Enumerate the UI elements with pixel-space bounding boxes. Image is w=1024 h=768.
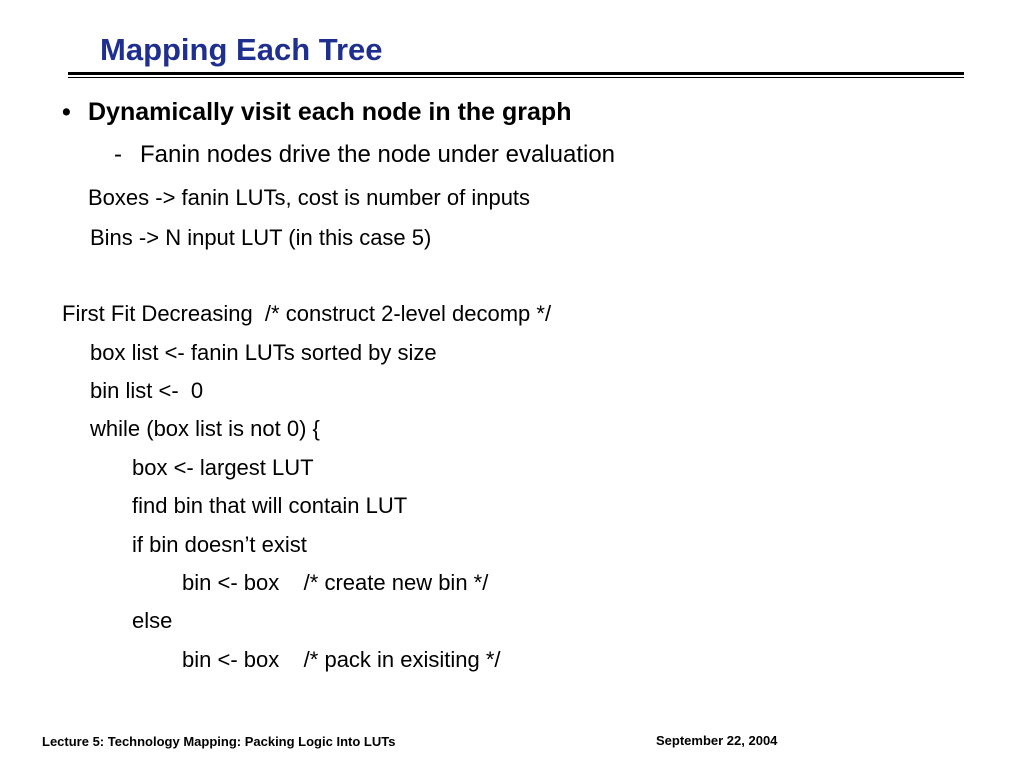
bullet-marker: • [62,98,71,126]
title-underline [68,72,964,78]
slide-title: Mapping Each Tree [100,32,383,67]
code-line: bin <- box /* pack in exisiting */ [182,647,501,672]
main-bullet-text: Dynamically visit each node in the graph [88,98,572,126]
code-line: else [132,608,173,633]
code-line: find bin that will contain LUT [132,493,408,518]
body-line: Boxes -> fanin LUTs, cost is number of inputs [88,185,531,210]
footer-lecture-title: Lecture 5: Technology Mapping: Packing Logic Into LUTs [42,734,396,749]
sub-bullet-text: Fanin nodes drive the node under evaluation [140,141,616,168]
code-line: box <- largest LUT [132,455,314,480]
body-line: Bins -> N input LUT (in this case 5) [90,225,432,250]
footer-date: September 22, 2004 [656,733,778,748]
algorithm-header: First Fit Decreasing /* construct 2-level decomp */ [62,301,552,326]
sub-bullet [114,143,615,167]
code-line: bin list <- 0 [90,378,204,403]
code-line: if bin doesn’t exist [132,532,307,557]
main-bullet [62,100,571,125]
code-line: bin <- box /* create new bin */ [182,570,489,595]
code-line: box list <- fanin LUTs sorted by size [90,340,437,365]
code-line: while (box list is not 0) { [90,416,320,441]
sub-bullet-marker: - [114,141,122,168]
